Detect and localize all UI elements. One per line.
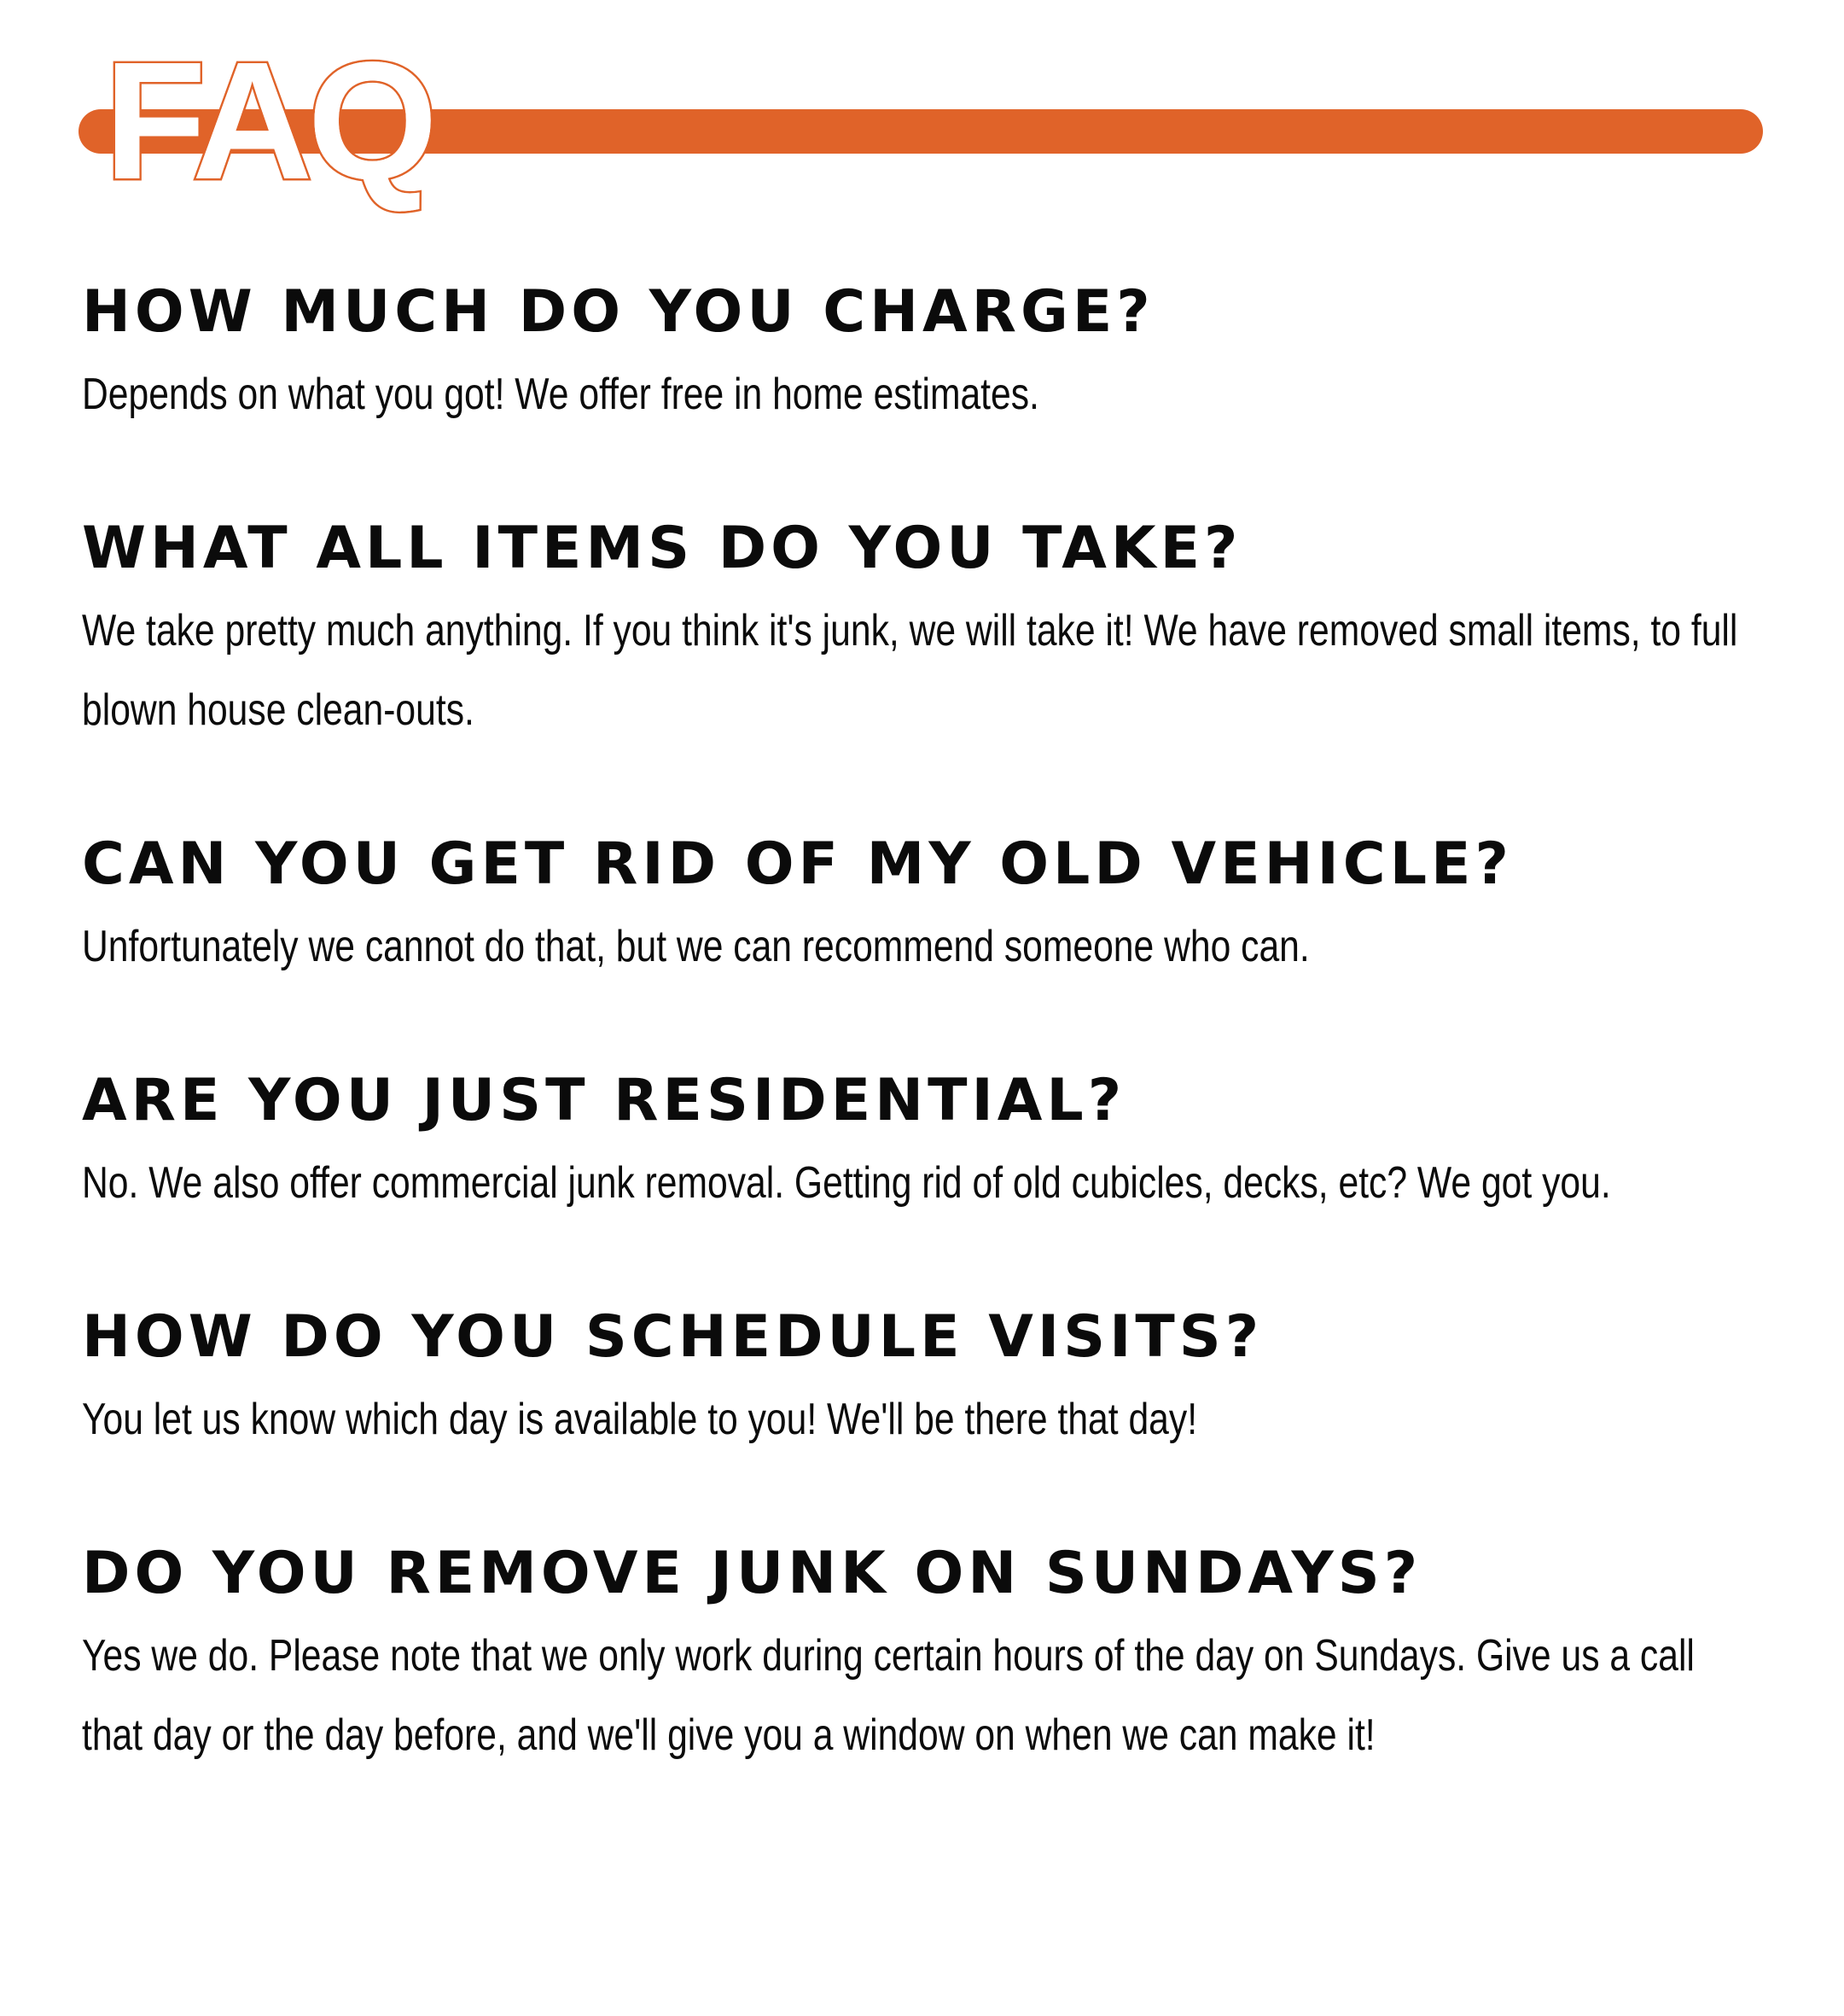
faq-question: WHAT ALL ITEMS DO YOU TAKE? bbox=[82, 515, 1242, 582]
faq-question: DO YOU REMOVE JUNK ON SUNDAYS? bbox=[82, 1540, 1422, 1607]
faq-item bbox=[82, 273, 1754, 434]
faq-question: ARE YOU JUST RESIDENTIAL? bbox=[82, 1067, 1126, 1134]
faq-item bbox=[82, 1535, 1754, 1775]
page-title: FAQ bbox=[104, 27, 433, 214]
faq-question: CAN YOU GET RID OF MY OLD VEHICLE? bbox=[82, 830, 1513, 898]
faq-answer: Unfortunately we cannot do that, but we can recommend someone who can. bbox=[82, 922, 1310, 971]
faq-item bbox=[82, 825, 1754, 987]
faq-header bbox=[79, 27, 1768, 214]
faq-answer: No. We also offer commercial junk removal. Getting rid of old cubicles, decks, etc? We got you. bbox=[82, 1158, 1611, 1208]
faq-answer: You let us know which day is available to you! We'll be there that day! bbox=[82, 1395, 1198, 1444]
faq-answer: We take pretty much anything. If you think it's junk, we will take it! We have removed small items, to full blown house clean-outs. bbox=[82, 606, 1738, 735]
faq-question: HOW DO YOU SCHEDULE VISITS? bbox=[82, 1303, 1264, 1371]
faq-item bbox=[82, 510, 1754, 750]
faq-item bbox=[82, 1298, 1754, 1460]
faq-question: HOW MUCH DO YOU CHARGE? bbox=[82, 278, 1155, 346]
faq-answer: Depends on what you got! We offer free in home estimates. bbox=[82, 370, 1039, 419]
faq-answer: Yes we do. Please note that we only work during certain hours of the day on Sundays. Give us a call that day or the day before, and we'll give you a window on when we can make it! bbox=[82, 1631, 1695, 1760]
faq-item bbox=[82, 1062, 1754, 1223]
faq-list bbox=[82, 273, 1754, 1850]
